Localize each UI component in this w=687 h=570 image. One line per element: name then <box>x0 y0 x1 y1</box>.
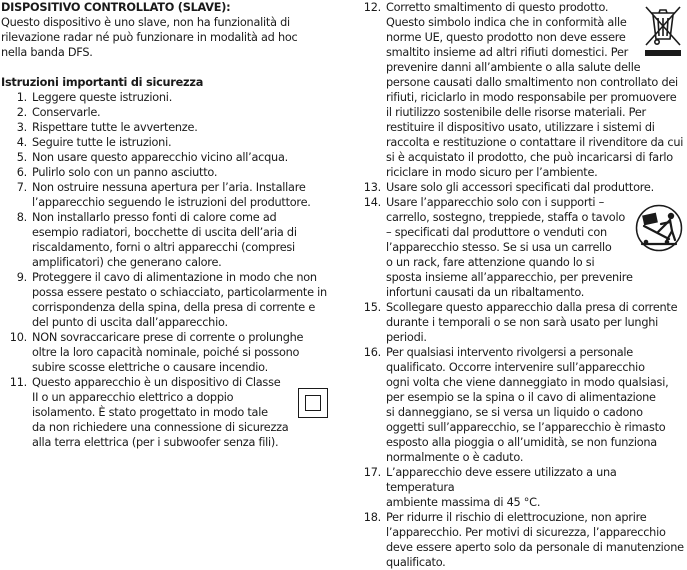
list-item-line: norme UE, questo prodotto non deve essere <box>386 31 626 44</box>
list-item-line: Usare l’apparecchio solo con i supporti – <box>386 196 605 209</box>
list-item <box>1 180 327 210</box>
list-number: 16. <box>363 346 381 359</box>
list-item-line: o un rack, fare attenzione quando lo si <box>386 256 595 269</box>
list-number: 6. <box>16 166 27 179</box>
slave-text-line: Questo dispositivo è uno slave, non ha funzionalità di <box>1 16 290 29</box>
list-item-line: qualificato. Occorre intervenire sull’apparecchio <box>386 361 645 374</box>
slave-text-line: nella banda DFS. <box>1 46 93 59</box>
list-item-line: amplificatori) che generano calore. <box>32 256 222 269</box>
list-number: 4. <box>16 136 27 149</box>
list-item-line: esposto alla pioggia o all’umidità, se non funziona <box>386 436 657 449</box>
list-item-line: Questo simbolo indica che in conformità alle <box>386 16 627 29</box>
list-item-line: il riutilizzo sostenibile delle risorse materiali. Per <box>386 106 646 119</box>
list-item-line: Rispettare tutte le avvertenze. <box>32 121 198 134</box>
list-item-line: esempio radiatori, bocchette di uscita dell’aria di <box>32 226 297 239</box>
list-item-line: Conservarle. <box>32 106 101 119</box>
list-number: 9. <box>16 271 27 284</box>
list-item-line: Non usare questo apparecchio vicino all’acqua. <box>32 151 288 164</box>
list-item <box>1 90 327 105</box>
right-column <box>361 0 687 570</box>
slave-heading: DISPOSITIVO CONTROLLATO (SLAVE): <box>1 1 231 14</box>
list-item <box>361 0 687 180</box>
list-item-line: per esempio se la spina o il cavo di alimentazione <box>386 391 656 404</box>
list-item <box>361 510 687 570</box>
list-item-line: Questo apparecchio è un dispositivo di Classe <box>32 376 281 389</box>
list-item-line: l’apparecchio seguendo le istruzioni del produttore. <box>32 196 311 209</box>
list-item-line: Usare solo gli accessori specificati dal produttore. <box>386 181 654 194</box>
list-number: 7. <box>16 181 27 194</box>
list-item-line: prevenire danni all’ambiente o alla salute delle <box>386 61 641 74</box>
list-item-line: l’apparecchio stesso. Se si usa un carrello <box>386 241 612 254</box>
list-item-line: Corretto smaltimento di questo prodotto. <box>386 1 609 14</box>
list-number: 15. <box>363 301 381 314</box>
list-number: 3. <box>16 121 27 134</box>
cart-tip-over-warning-icon <box>634 204 684 252</box>
left-column <box>1 0 327 450</box>
list-number: 10. <box>9 331 27 344</box>
list-item-line: Leggere queste istruzioni. <box>32 91 173 104</box>
list-item-line: si danneggiano, se si versa un liquido o cadono <box>386 406 643 419</box>
list-item-line: durante i temporali o se non sarà usato per lunghi <box>386 316 659 329</box>
list-number: 13. <box>363 181 381 194</box>
list-number: 14. <box>363 196 381 209</box>
list-item <box>1 150 327 165</box>
list-number: 11. <box>9 376 27 389</box>
list-item-line: Seguire tutte le istruzioni. <box>32 136 172 149</box>
slave-text-line: rilevazione radar né può funzionare in modalità ad hoc <box>1 31 298 44</box>
list-item-line: persone causati dallo smaltimento non controllato dei <box>386 76 678 89</box>
list-item-line: rifiuti, riciclarlo in modo responsabile per promuovere <box>386 91 677 104</box>
list-item-line: sposta insieme all’apparecchio, per prevenire <box>386 271 633 284</box>
list-item <box>1 330 327 375</box>
list-item-line: infortuni causati da un ribaltamento. <box>386 286 585 299</box>
list-item <box>1 135 327 150</box>
list-item <box>1 120 327 135</box>
list-item-line: del punto di uscita dall’apparecchio. <box>32 316 228 329</box>
list-item <box>1 270 327 330</box>
list-item-line: corrispondenza della spina, della presa di corrente e <box>32 301 316 314</box>
list-item <box>1 105 327 120</box>
list-item-line: II o un apparecchio elettrico a doppio <box>32 391 234 404</box>
list-item-line: raccolta e restituzione o contattare il rivenditore da cui <box>386 136 684 149</box>
list-item-line: deve essere aperto solo da personale di manutenzione <box>386 541 684 554</box>
list-item-line: – specificati dal produttore o venduti con <box>386 226 607 239</box>
weee-crossed-bin-icon <box>643 3 683 57</box>
list-item <box>361 300 687 345</box>
list-item-line: periodi. <box>386 331 427 344</box>
list-item <box>361 345 687 465</box>
slave-text <box>1 15 327 60</box>
list-item-line: Scollegare questo apparecchio dalla presa di corrente <box>386 301 678 314</box>
list-item-line: oltre la loro capacità nominale, poiché si possono <box>32 346 300 359</box>
list-item-line: carrello, sostegno, treppiede, staffa o tavolo <box>386 211 626 224</box>
list-item <box>1 375 327 450</box>
list-item-line: da non richiedere una connessione di sicurezza <box>32 421 289 434</box>
class-ii-double-insulation-icon <box>298 388 328 418</box>
list-item <box>1 210 327 270</box>
list-item <box>1 165 327 180</box>
list-number: 17. <box>363 466 381 479</box>
list-number: 5. <box>16 151 27 164</box>
list-item-line: oggetti sull’apparecchio, se l’apparecchio è rimasto <box>386 421 666 434</box>
list-item-line: Per qualsiasi intervento rivolgersi a personale <box>386 346 633 359</box>
list-item-line: Non ostruire nessuna apertura per l’aria. Installare <box>32 181 306 194</box>
list-item-line: si è acquistato il prodotto, che può incaricarsi di farlo <box>386 151 673 164</box>
list-item-line: isolamento. È stato progettato in modo tale <box>32 406 268 419</box>
list-item-line: subire scosse elettriche o causare incendio. <box>32 361 268 374</box>
list-number: 8. <box>16 211 27 224</box>
list-item-line: Per ridurre il rischio di elettrocuzione, non aprire <box>386 511 647 524</box>
list-item-line: smaltito insieme ad altri rifiuti domestici. Per <box>386 46 629 59</box>
list-item-line: Proteggere il cavo di alimentazione in modo che non <box>32 271 317 284</box>
list-item-line: Non installarlo presso fonti di calore come ad <box>32 211 277 224</box>
list-item-line: ambiente massima di 45 °C. <box>386 496 541 509</box>
list-item-line: NON sovraccaricare prese di corrente o prolunghe <box>32 331 304 344</box>
list-item-line: alla terra elettrica (per i subwoofer senza fili). <box>32 436 279 449</box>
list-item-line: possa essere pestato o schiacciato, particolarmente in <box>32 286 327 299</box>
list-number: 2. <box>16 106 27 119</box>
safety-heading: Istruzioni importanti di sicurezza <box>1 76 204 89</box>
list-number: 18. <box>363 511 381 524</box>
list-item-line: Pulirlo solo con un panno asciutto. <box>32 166 218 179</box>
list-item-line: qualificato. <box>386 556 446 569</box>
list-item-line: riscaldamento, forni o altri apparecchi (compresi <box>32 241 295 254</box>
safety-list-left <box>1 90 327 450</box>
list-item-line: ogni volta che viene danneggiato in modo qualsiasi, <box>386 376 669 389</box>
list-item-line: restituire il dispositivo usato, utilizzare i sistemi di <box>386 121 655 134</box>
list-item <box>361 180 687 195</box>
list-item <box>361 465 687 510</box>
list-number: 12. <box>363 1 381 14</box>
list-number: 1. <box>16 91 27 104</box>
list-item-line: normalmente o è caduto. <box>386 451 524 464</box>
list-item-line: L’apparecchio deve essere utilizzato a una temperatura <box>386 466 617 494</box>
list-item-line: l’apparecchio. Per motivi di sicurezza, l’apparecchio <box>386 526 666 539</box>
list-item-line: riciclare in modo sicuro per l’ambiente. <box>386 166 598 179</box>
safety-list-right <box>361 0 687 570</box>
